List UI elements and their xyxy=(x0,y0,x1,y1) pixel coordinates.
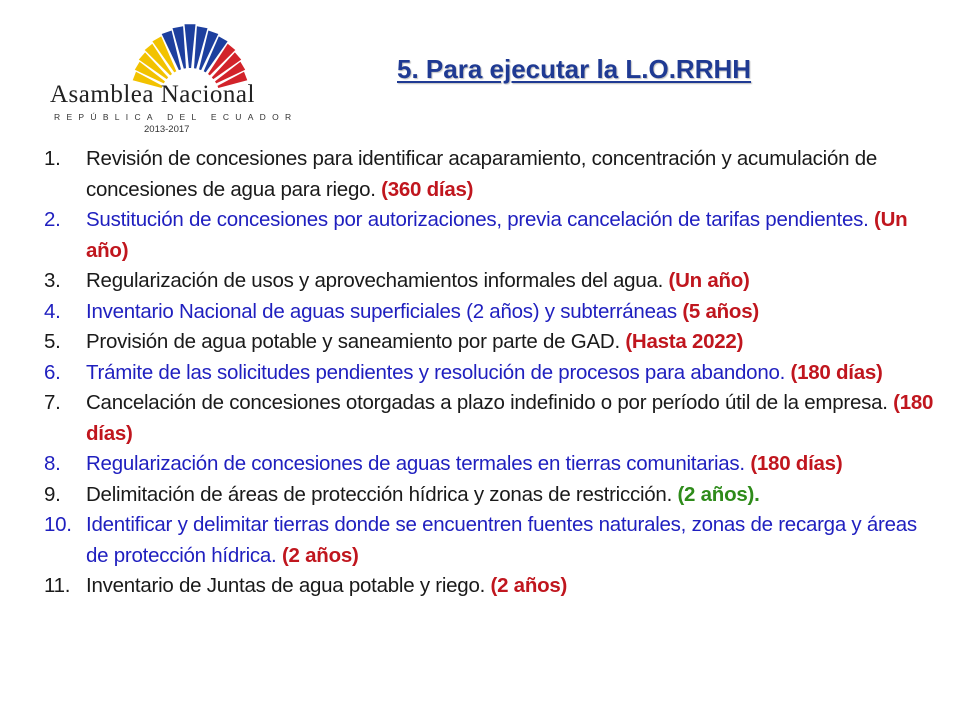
list-item-text: Provisión de agua potable y saneamiento por parte de GAD. xyxy=(86,330,620,353)
list-item-number: 10. xyxy=(44,513,72,536)
list-item-content xyxy=(86,358,944,389)
list-item-text: Regularización de usos y aprovechamientos informales del agua. xyxy=(86,269,664,292)
list-item-text: Regularización de concesiones de aguas termales en tierras comunitarias. xyxy=(86,452,745,475)
list-item xyxy=(44,205,944,266)
list-item-content xyxy=(86,297,944,328)
list-item xyxy=(44,144,944,205)
logo-name: Asamblea Nacional xyxy=(50,81,255,108)
list-item-content xyxy=(86,480,944,511)
list-item-number: 1. xyxy=(44,147,61,170)
list-item xyxy=(44,449,944,480)
list-item-number: 2. xyxy=(44,208,61,231)
list-item xyxy=(44,297,944,328)
list-item xyxy=(44,266,944,297)
logo-years: 2013-2017 xyxy=(144,124,190,135)
list-item-number: 11. xyxy=(44,574,71,597)
list-item-duration: (Un año) xyxy=(86,208,908,262)
list-item-duration: (360 días) xyxy=(381,177,474,201)
list-item-duration: (2 años). xyxy=(677,482,760,506)
list-item-duration: (2 años) xyxy=(490,574,568,597)
list-item-number: 5. xyxy=(44,330,61,353)
list-item-content xyxy=(86,205,944,266)
list-item-text: Delimitación de áreas de protección hídrica y zonas de restricción. xyxy=(86,482,673,506)
list-item-number: 9. xyxy=(44,482,61,506)
list-item-duration: (2 años) xyxy=(281,543,359,567)
list-item-duration: (Hasta 2022) xyxy=(625,330,744,353)
list-item-duration: (5 años) xyxy=(682,299,759,323)
list-item xyxy=(44,571,944,602)
list-item-text: Identificar y delimitar tierras donde se encuentren fuentes naturales, zonas de recarga y áreas de protección hídrica. xyxy=(86,513,917,567)
list-item-text: Trámite de las solicitudes pendientes y resolución de procesos para abandono. xyxy=(86,360,786,384)
list-item-duration: (180 días) xyxy=(750,452,843,475)
list-item-content xyxy=(86,571,944,602)
list-item-duration: (180 días) xyxy=(790,360,883,384)
list-item-content xyxy=(86,266,944,297)
list-item-number: 4. xyxy=(44,299,61,323)
asamblea-nacional-logo xyxy=(40,20,310,140)
list-item-text: Inventario Nacional de aguas superficiales (2 años) y subterráneas xyxy=(86,299,677,323)
list-item-content xyxy=(86,388,944,449)
list-item-number: 7. xyxy=(44,391,61,414)
list-item xyxy=(44,510,944,571)
list-item-content xyxy=(86,327,944,358)
list-item xyxy=(44,327,944,358)
list-item xyxy=(44,480,944,511)
list-item-text: Revisión de concesiones para identificar acaparamiento, concentración y acumulación de concesiones de agua para riego. xyxy=(86,147,877,201)
list-item-text: Cancelación de concesiones otorgadas a plazo indefinido o por período útil de la empresa. xyxy=(86,391,888,414)
list-item-duration: (Un año) xyxy=(668,269,750,292)
list-item-text: Sustitución de concesiones por autorizaciones, previa cancelación de tarifas pendientes. xyxy=(86,208,869,231)
list-item-content xyxy=(86,449,944,480)
logo-subtitle: REPÚBLICA DEL ECUADOR xyxy=(54,112,298,122)
list-item-text: Inventario de Juntas de agua potable y riego. xyxy=(86,574,486,597)
list-item-number: 3. xyxy=(44,269,61,292)
list-item-number: 6. xyxy=(44,360,61,384)
list-item-number: 8. xyxy=(44,452,61,475)
steps-list xyxy=(44,144,944,602)
slide-title: 5. Para ejecutar la L.O.RRHH xyxy=(397,54,752,84)
list-item xyxy=(44,388,944,449)
list-item-content xyxy=(86,510,944,571)
list-item-duration: (180 días) xyxy=(86,391,934,445)
list-item-content xyxy=(86,144,944,205)
list-item xyxy=(44,358,944,389)
